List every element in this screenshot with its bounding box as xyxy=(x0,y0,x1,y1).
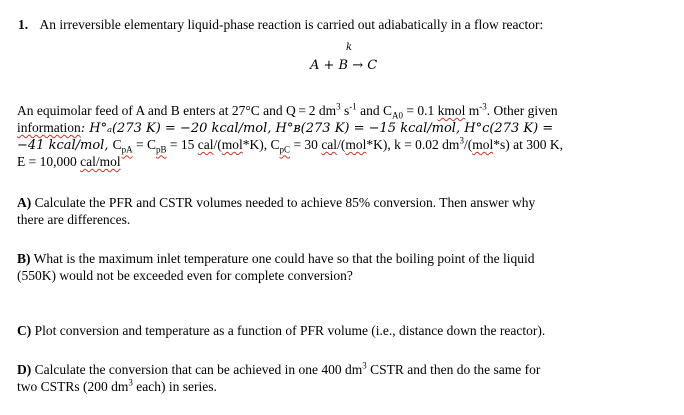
part-d-line-2: two CSTRs (200 $dm^3$ each) in series. xyxy=(17,377,217,394)
problem-statement-line xyxy=(18,17,543,33)
problem-statement: An irreversible elementary liquid-phase reaction is carried out adiabatically in a flow reactor: xyxy=(39,17,544,32)
part-b-label: B) xyxy=(17,251,31,266)
part-d-line-1: D) Calculate the conversion that can be achieved in one 400 $dm^3$ CSTR and then do the same for xyxy=(17,360,541,377)
part-b-line-2: (550K) would not be exceeded even for complete conversion? xyxy=(17,268,353,283)
part-b-line-1: B) What is the maximum inlet temperature one could have so that the boiling point of the liquid xyxy=(17,251,535,266)
info-line-3: −41 kcal/mol, $C_{pA} = C_{pB} = 15$ cal/(mol*K), $C_{pC} = 30$ cal/(mol*K), k = 0.02 $dm^3/(mol*s)$ at 300 K, xyxy=(17,135,563,155)
part-a-label: A) xyxy=(17,195,32,210)
reaction-formula: A + B → C xyxy=(310,58,378,73)
rate-constant-label: k xyxy=(346,42,353,53)
part-c-line-1: C) Plot conversion and temperature as a function of PFR volume (i.e., distance down the reactor). xyxy=(17,323,546,338)
part-a-line-1: A) Calculate the PFR and CSTR volumes needed to achieve 85% conversion. Then answer why xyxy=(17,195,536,210)
part-c-label: C) xyxy=(17,323,32,338)
reaction-equation xyxy=(310,42,390,82)
part-a-line-2: there are differences. xyxy=(17,212,131,227)
info-line-4: E = 10,000 cal/mol xyxy=(17,154,121,169)
info-line-2: information: H°ₐ(273 K) = −20 kcal/mol, H°ʙ(273 K) = −15 kcal/mol, H°ᴄ(273 K) = xyxy=(17,120,554,136)
part-d-label: D) xyxy=(17,362,32,377)
info-line-1: An equimolar feed of A and B enters at 27°C and Q = 2 $dm^3$ $s^{-1}$ and $C_{A0} = 0.1$ kmol $m^{-3}$. Other given xyxy=(17,101,558,121)
problem-number: 1. xyxy=(18,17,29,32)
